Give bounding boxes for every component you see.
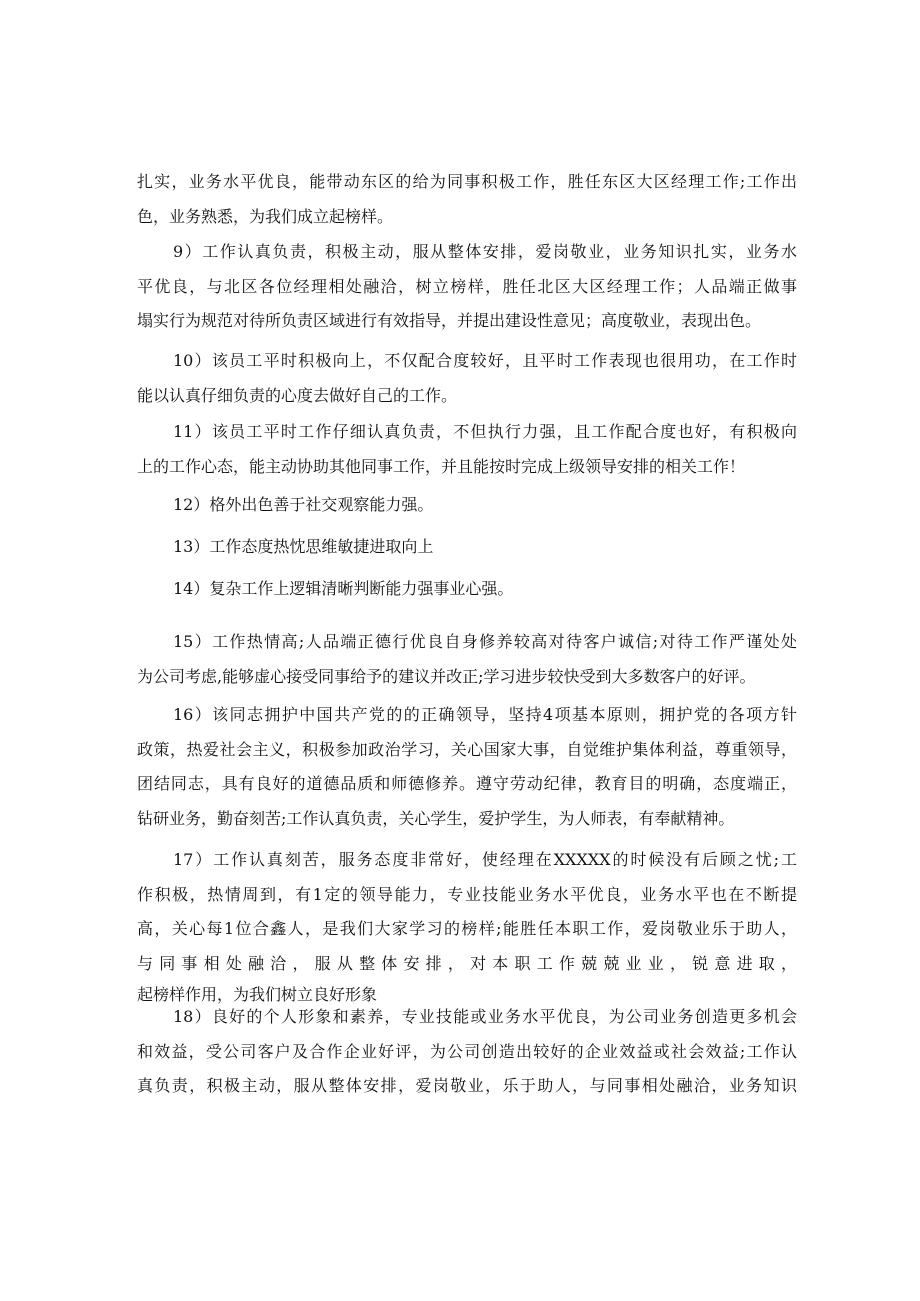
text-line: 起榜样作用，为我们树立良好形象 xyxy=(137,985,378,1004)
paragraph-continuation xyxy=(137,165,797,234)
text-line: 10）该员工平时积极向上，不仅配合度较好，且平时工作表现也很用功，在工作时 xyxy=(173,351,797,370)
paragraph-18 xyxy=(137,1000,797,1104)
text-line: 扎实，业务水平优良，能带动东区的给为同事积极工作，胜任东区大区经理工作;工作出 xyxy=(137,172,797,191)
text-line: 塌实行为规范对待所负责区域进行有效指导，并提出建设性意见；高度敬业，表现出色。 xyxy=(137,311,762,330)
paragraph-14: 14）复杂工作上逻辑清晰判断能力强事业心强。 xyxy=(173,579,514,598)
text-line: 为公司考虑,能够虚心接受同事给予的建议并改正;学习进步较快受到大多数客户的好评。 xyxy=(137,666,756,686)
text-line: 真负责，积极主动，服从整体安排，爱岗敬业，乐于助人，与同事相处融洽，业务知识 xyxy=(137,1076,797,1095)
text-line: 平优良，与北区各位经理相处融洽，树立榜样，胜任北区大区经理工作；人品端正做事 xyxy=(137,276,797,296)
text-line: 16）该同志拥护中国共产党的的正确领导，坚持4项基本原则，拥护党的各项方针 xyxy=(173,705,797,724)
paragraph-16 xyxy=(137,698,797,836)
text-line: 作积极，热情周到，有1定的领导能力，专业技能业务水平优良，业务水平也在不断提 xyxy=(137,884,797,904)
text-line: 能以认真仔细负责的心度去做好自己的工作。 xyxy=(137,385,458,405)
text-line: 与同事相处融洽，服从整体安排，对本职工作兢兢业业，锐意进取， xyxy=(137,953,797,973)
text-line: 和效益，受公司客户及合作企业好评，为公司创造出较好的企业效益或社会效益;工作认 xyxy=(137,1041,797,1061)
paragraph-13: 13）工作态度热忱思维敏捷进取向上 xyxy=(173,537,434,556)
text-line: 色，业务熟悉，为我们成立起榜样。 xyxy=(137,206,394,226)
text-line: 团结同志，具有良好的道德品质和师德修养。遵守劳动纪律，教育目的明确，态度端正， xyxy=(137,774,797,793)
text-line: 钻研业务，勤奋刻苦;工作认真负责，关心学生，爱护学生，为人师表，有奉献精神。 xyxy=(137,808,735,828)
paragraph-9 xyxy=(137,235,797,339)
paragraph-12: 12）格外出色善于社交观察能力强。 xyxy=(173,495,434,514)
paragraph-15 xyxy=(137,625,797,694)
text-line: 17）工作认真刻苦，服务态度非常好，使经理在XXXXX的时候没有后顾之忧;工 xyxy=(173,850,797,869)
text-line: 高，关心每1位合鑫人，是我们大家学习的榜样;能胜任本职工作，爱岗敬业乐于助人， xyxy=(137,919,797,938)
text-line: 9）工作认真负责，积极主动，服从整体安排，爱岗敬业，业务知识扎实，业务水 xyxy=(173,242,797,261)
paragraph-17 xyxy=(137,843,797,1009)
paragraph-10 xyxy=(137,344,797,413)
text-line: 11）该员工平时工作仔细认真负责，不但执行力强，且工作配合度也好，有积极向 xyxy=(173,422,797,441)
text-line: 18）良好的个人形象和素养，专业技能或业务水平优良，为公司业务创造更多机会 xyxy=(173,1007,797,1026)
text-line: 15）工作热情高;人品端正德行优良自身修养较高对待客户诚信;对待工作严谨处处 xyxy=(173,632,797,651)
text-line: 上的工作心态，能主动协助其他同事工作，并且能按时完成上级领导安排的相关工作！ xyxy=(137,456,746,476)
paragraph-11 xyxy=(137,415,797,484)
text-line: 政策，热爱社会主义，积极参加政治学习，关心国家大事，自觉维护集体利益，尊重领导， xyxy=(137,739,797,759)
